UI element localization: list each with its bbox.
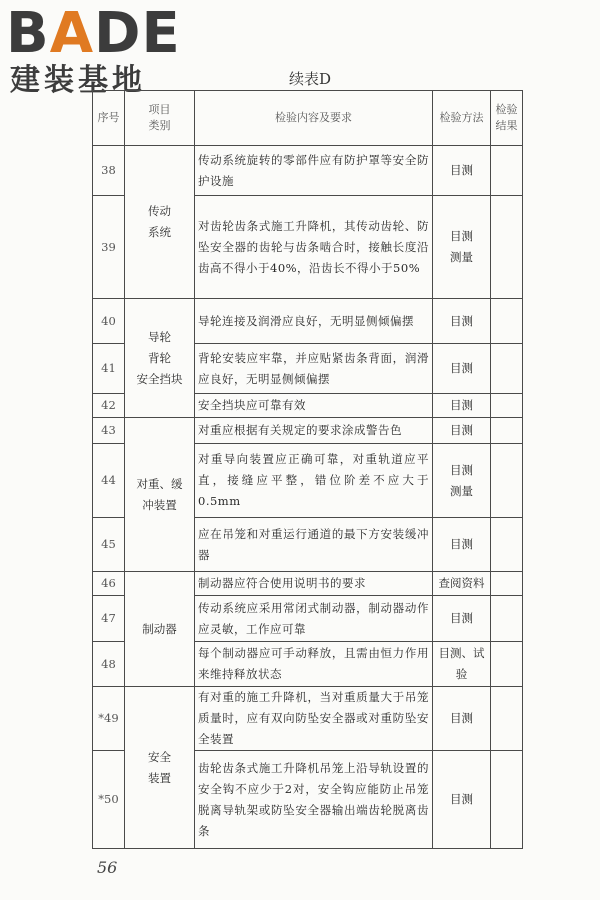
header-result: 检验 结果: [491, 91, 523, 146]
table-row: 40 导轮 背轮 安全挡块 导轮连接及润滑应良好，无明显侧倾偏摆 目测: [93, 299, 523, 344]
header-category: 项目 类别: [125, 91, 195, 146]
table-row: 41 背轮安装应牢靠，并应贴紧齿条背面，润滑应良好，无明显侧倾偏摆 目测: [93, 344, 523, 394]
table-row: 44 对重导向装置应正确可靠，对重轨道应平直，接缝应平整，错位阶差不应大于0.5mm 目测 测量: [93, 444, 523, 518]
table-title: 续表D: [288, 70, 332, 88]
logo-wordmark: BADE: [6, 1, 181, 66]
category-counterweight: 对重、缓 冲装置: [125, 418, 195, 572]
category-guide: 导轮 背轮 安全挡块: [125, 299, 195, 418]
table-row: 42 安全挡块应可靠有效 目测: [93, 394, 523, 418]
table-row: 45 应在吊笼和对重运行通道的最下方安装缓冲器 目测: [93, 518, 523, 572]
result-cell: [491, 299, 523, 344]
category-safety: 安全 装置: [125, 687, 195, 849]
header-no: 序号: [93, 91, 125, 146]
table-row: 39 对齿轮齿条式施工升降机，其传动齿轮、防坠安全器的齿轮与齿条啮合时，接触长度沿齿高不得小于40%，沿齿长不得小于50% 目测 测量: [93, 196, 523, 299]
table-row: 48 每个制动器应可手动释放，且需由恒力作用来维持释放状态 目测、试验: [93, 642, 523, 687]
category-transmission: 传动 系统: [125, 146, 195, 299]
table-row: *49 安全 装置 有对重的施工升降机，当对重质量大于吊笼质量时，应有双向防坠安全器或对重防坠安全装置 目测: [93, 687, 523, 751]
header-row: [93, 91, 523, 146]
header-requirement: 检验内容及要求: [195, 91, 433, 146]
result-cell: [491, 418, 523, 444]
table-row: 46 制动器 制动器应符合使用说明书的要求 查阅资料: [93, 572, 523, 596]
result-cell: [491, 596, 523, 642]
category-brake: 制动器: [125, 572, 195, 687]
table-row: 43 对重、缓 冲装置 对重应根据有关规定的要求涂成警告色 目测: [93, 418, 523, 444]
result-cell: [491, 394, 523, 418]
result-cell: [491, 146, 523, 196]
result-cell: [491, 444, 523, 518]
result-cell: [491, 196, 523, 299]
result-cell: [491, 642, 523, 687]
result-cell: [491, 572, 523, 596]
result-cell: [491, 687, 523, 751]
header-method: 检验方法: [433, 91, 491, 146]
table-row: 47 传动系统应采用常闭式制动器，制动器动作应灵敏，工作应可靠 目测: [93, 596, 523, 642]
page-number: 56: [97, 858, 118, 877]
inspection-table: [92, 90, 523, 849]
result-cell: [491, 751, 523, 849]
logo-chinese-text: 建装基地: [10, 63, 146, 98]
result-cell: [491, 344, 523, 394]
table-row: 38 传动 系统 传动系统旋转的零部件应有防护罩等安全防护设施 目测: [93, 146, 523, 196]
result-cell: [491, 518, 523, 572]
table-row: *50 齿轮齿条式施工升降机吊笼上沿导轨设置的安全钩不应少于2对，安全钩应能防止吊笼脱离导轨架或防坠安全器输出端齿轮脱离齿条 目测: [93, 751, 523, 849]
bade-logo: [6, 1, 181, 100]
